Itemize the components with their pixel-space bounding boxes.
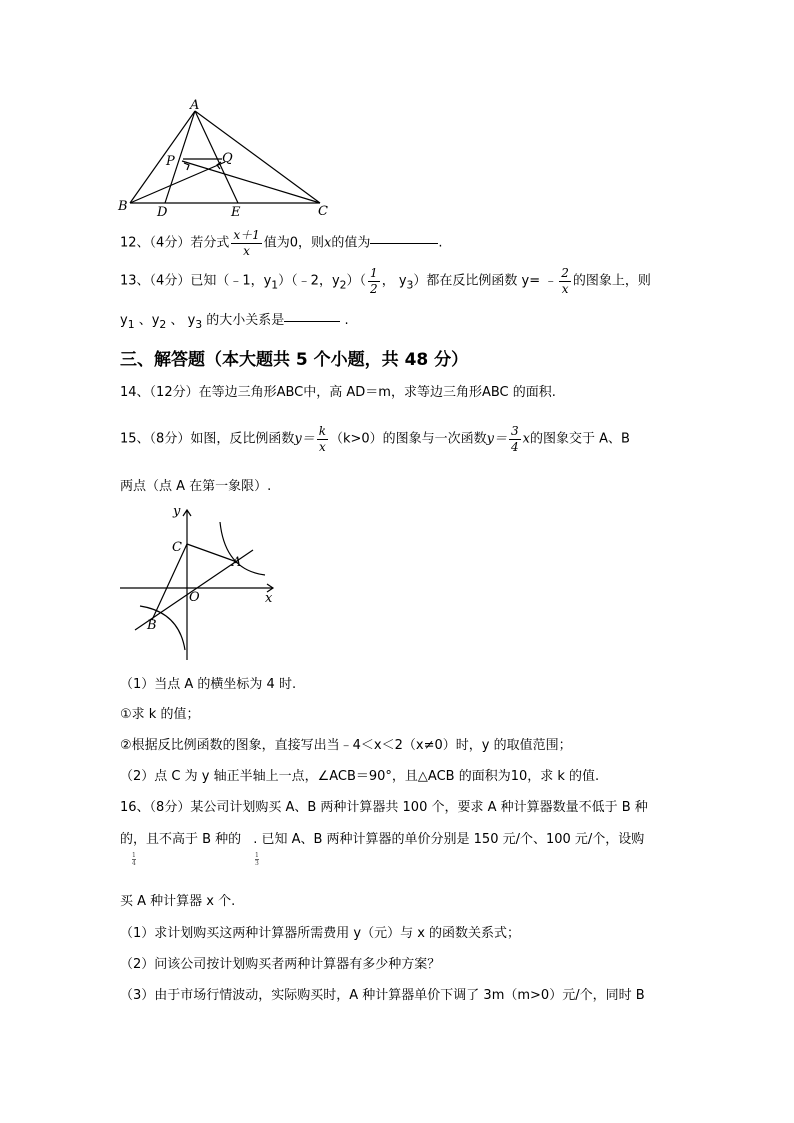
label-A: A — [232, 555, 242, 570]
label-B: B — [147, 618, 157, 633]
q12-prefix: 12、（4分）若分式 — [120, 235, 230, 251]
question-15 — [120, 424, 630, 455]
q12-frac-den: x — [243, 244, 250, 258]
hyperbola-branch-1 — [220, 522, 265, 575]
q15-sub1b: ②根据反比例函数的图象，直接写出当﹣4＜x＜2（x≠0）时，y 的取值范围； — [120, 738, 572, 753]
label-Q: Q — [222, 151, 233, 166]
q13-fraction-half — [368, 266, 380, 297]
triangle-figure — [110, 95, 340, 225]
q13-l2-c: 、 y — [166, 313, 196, 328]
q12-var: x — [324, 235, 332, 251]
q16-tiny1-num: 1 — [132, 852, 136, 859]
q13-part5: ）都在反比例函数 y= ﹣ — [413, 273, 558, 289]
label-A: A — [190, 98, 200, 113]
q16-line2b: . 已知 A、B 两种计算器的单价分别是 150 元/个、100 元/个，设购 — [253, 832, 645, 847]
q15-fraction-34 — [509, 424, 521, 455]
q15-sub1: （1）当点 A 的横坐标为 4 时. — [120, 677, 297, 692]
q15-fraction-kx — [317, 424, 328, 455]
q16-sub3: （3）由于市场行情波动，实际购买时，A 种计算器单价下调了 3m（m>0）元/个，同时 B — [120, 988, 645, 1003]
q16-tiny-fraction-2 — [255, 852, 259, 867]
q13-part4: ， y — [381, 273, 407, 289]
label-y: y — [173, 504, 181, 519]
q16-tiny-fraction-1 — [132, 852, 136, 867]
question-15-line2: 两点（点 A 在第一象限）. — [120, 479, 272, 494]
q15-cond: （k>0）的图象与一次函数 — [329, 431, 487, 447]
q12-frac-num: x＋1 — [233, 228, 260, 242]
q16-tiny1-den: 4 — [132, 860, 136, 867]
q15-y2: y＝ — [486, 431, 508, 447]
label-D: D — [157, 205, 168, 220]
coordinate-figure — [115, 500, 285, 665]
q13-sub2: 2 — [339, 278, 347, 292]
question-16-line2 — [120, 831, 644, 850]
label-O: O — [189, 590, 200, 605]
q12-mid: 值为0，则 — [263, 235, 325, 251]
q13-answer-blank[interactable] — [284, 321, 340, 322]
q12-answer-blank[interactable] — [370, 243, 438, 244]
q13-l2-d: 的大小关系是 — [202, 313, 285, 328]
q15-x: x — [522, 431, 531, 447]
q13-sub3: 3 — [406, 278, 414, 292]
question-13 — [120, 266, 651, 297]
q16-tiny2-num: 1 — [255, 852, 259, 859]
question-16: 16、（8分）某公司计划购买 A、B 两种计算器共 100 个，要求 A 种计算器数量不低于 B 种 — [120, 800, 648, 815]
label-E: E — [231, 205, 241, 220]
q13-part2: ）（﹣2，y — [278, 273, 340, 289]
label-x: x — [265, 591, 273, 606]
q15-frac2-den: 4 — [511, 440, 519, 454]
q15-frac2-num: 3 — [511, 424, 519, 438]
q16-tiny2-den: 3 — [255, 860, 259, 867]
question-13-line2 — [120, 312, 349, 334]
right-angle-mark-P — [184, 163, 189, 170]
q15-prefix: 15、（8分）如图，反比例函数 — [120, 431, 295, 447]
q16-sub1: （1）求计划购买这两种计算器所需费用 y（元）与 x 的函数关系式； — [120, 926, 521, 941]
q13-l2-sub1: 1 — [127, 318, 135, 332]
q13-l2-b: 、y — [134, 313, 160, 328]
label-P: P — [166, 154, 175, 169]
q13-frac-den: 2 — [370, 282, 378, 296]
section-heading: 三、解答题（本大题共 5 个小题，共 48 分） — [120, 350, 469, 370]
q13-l2-sub3: 3 — [195, 318, 203, 332]
q15-frac-num: k — [318, 424, 326, 438]
q13-sub1: 1 — [271, 278, 279, 292]
q13-l2-end: . — [340, 313, 349, 328]
q12-fraction — [231, 228, 261, 259]
q16-line2a: 的，且不高于 B 种的 — [120, 832, 242, 847]
label-C: C — [318, 204, 328, 219]
q13-l2-sub2: 2 — [159, 318, 167, 332]
q15-tail: 的图象交于 A、B — [530, 431, 630, 447]
segment-CB — [152, 544, 187, 620]
q15-frac-den: x — [318, 440, 326, 454]
q13-y: y — [120, 313, 128, 328]
label-B: B — [118, 199, 128, 214]
q15-sub2: （2）点 C 为 y 轴正半轴上一点，∠ACB＝90°，且△ACB 的面积为10，求 k 的值. — [120, 769, 600, 784]
q13-frac-num: 1 — [370, 266, 378, 280]
q12-end: . — [438, 235, 443, 251]
q16-sub2: （2）问该公司按计划购买者两种计算器有多少种方案？ — [120, 957, 441, 972]
side-AC — [195, 111, 320, 203]
q13-part3: ）（ — [346, 273, 367, 289]
question-14: 14、（12分）在等边三角形ABC中，高 AD＝m，求等边三角形ABC 的面积. — [120, 385, 556, 400]
q13-fraction-2x — [559, 266, 571, 297]
q13-frac2-den: x — [561, 282, 569, 296]
label-C: C — [172, 540, 182, 555]
q15-sub1a: ①求 k 的值； — [120, 707, 200, 722]
q12-suffix: 的值为 — [331, 235, 371, 251]
q15-y1: y＝ — [294, 431, 315, 447]
segment-CP — [182, 161, 320, 203]
q13-frac2-num: 2 — [561, 266, 569, 280]
q13-prefix: 13、（4分）已知（﹣1，y — [120, 273, 272, 289]
question-16-line3: 买 A 种计算器 x 个. — [120, 894, 236, 909]
question-12 — [120, 228, 443, 259]
q13-part6: 的图象上，则 — [572, 273, 651, 289]
